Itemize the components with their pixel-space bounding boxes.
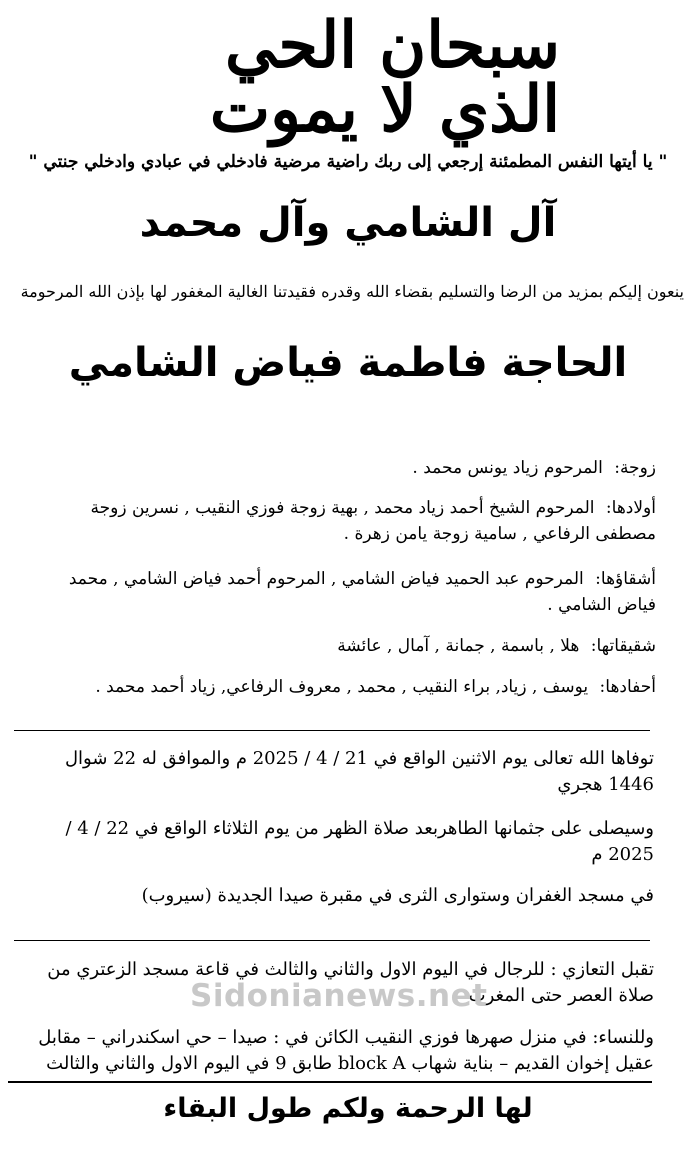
burial-notice: في مسجد الغفران وستوارى الثرى في مقبرة صيدا الجديدة (سيروب)	[141, 885, 654, 906]
condolences-women: وللنساء: في منزل صهرها فوزي النقيب الكائن في : صيدا – حي اسكندراني – مقابل عقيل إخوان القديم – بناية شهاب block A طابق 9 في اليوم الاول والثاني والثالث	[38, 1027, 654, 1074]
relatives-label: أحفادها:	[599, 677, 656, 697]
relatives-label: زوجة:	[614, 458, 656, 478]
divider-lower	[14, 940, 650, 941]
relatives-value: المرحوم عبد الحميد فياض الشامي , المرحوم أحمد فياض الشامي , محمد فياض الشامي .	[68, 569, 656, 615]
relatives-value: يوسف , زياد, براء النقيب , محمد , معروف الرفاعي, زياد أحمد محمد .	[95, 677, 589, 697]
deceased-name: الحاجة فاطمة فياض الشامي	[68, 340, 628, 386]
quran-verse: " يا أيتها النفس المطمئنة إرجعي إلى ربك راضية مرضية فادخلي في عبادي وادخلي جنتي "	[28, 152, 668, 172]
relatives-label: أولادها:	[605, 498, 656, 518]
header-calligraphy: سبحان الحي الذي لا يموت	[209, 8, 560, 147]
death-notice: توفاها الله تعالى يوم الاثنين الواقع في 21 / 4 / 2025 م والموافق له 22 شوال 1446 هجري	[64, 748, 654, 795]
divider-upper	[14, 730, 650, 731]
relatives-label: أشقاؤها:	[595, 569, 656, 589]
families-title: آل الشامي وآل محمد	[139, 200, 557, 246]
intro-text: ينعون إليكم بمزيد من الرضا والتسليم بقضاء الله وقدره فقيدتنا الغالية المغفور لها بإذن الله المرحومة	[20, 282, 684, 301]
relatives-sisters	[36, 633, 656, 659]
watermark: Sidonianews.net	[190, 978, 488, 1014]
relatives-label: شقيقاتها:	[590, 636, 656, 656]
relatives-brothers	[36, 566, 656, 618]
relatives-husband	[36, 455, 656, 481]
divider-solid	[8, 1081, 652, 1083]
closing-line: لها الرحمة ولكم طول البقاء	[163, 1093, 533, 1124]
prayer-notice: وسيصلى على جثمانها الطاهربعد صلاة الظهر من يوم الثلاثاء الواقع في 22 / 4 / 2025 م	[65, 818, 654, 865]
relatives-value: المرحوم الشيخ أحمد زياد محمد , بهية زوجة فوزي النقيب , نسرين زوجة مصطفى الرفاعي , سامية زوجة يامن زهرة .	[90, 498, 656, 544]
relatives-children	[36, 495, 656, 547]
relatives-grandchildren	[36, 674, 656, 700]
relatives-value: هلا , باسمة , جمانة , آمال , عائشة	[337, 636, 580, 656]
condolences-men: تقبل التعازي : للرجال في اليوم الاول والثاني والثالث في قاعة مسجد الزعتري من صلاة العصر حتى المغرب	[47, 959, 654, 1006]
relatives-value: المرحوم زياد يونس محمد .	[412, 458, 603, 478]
